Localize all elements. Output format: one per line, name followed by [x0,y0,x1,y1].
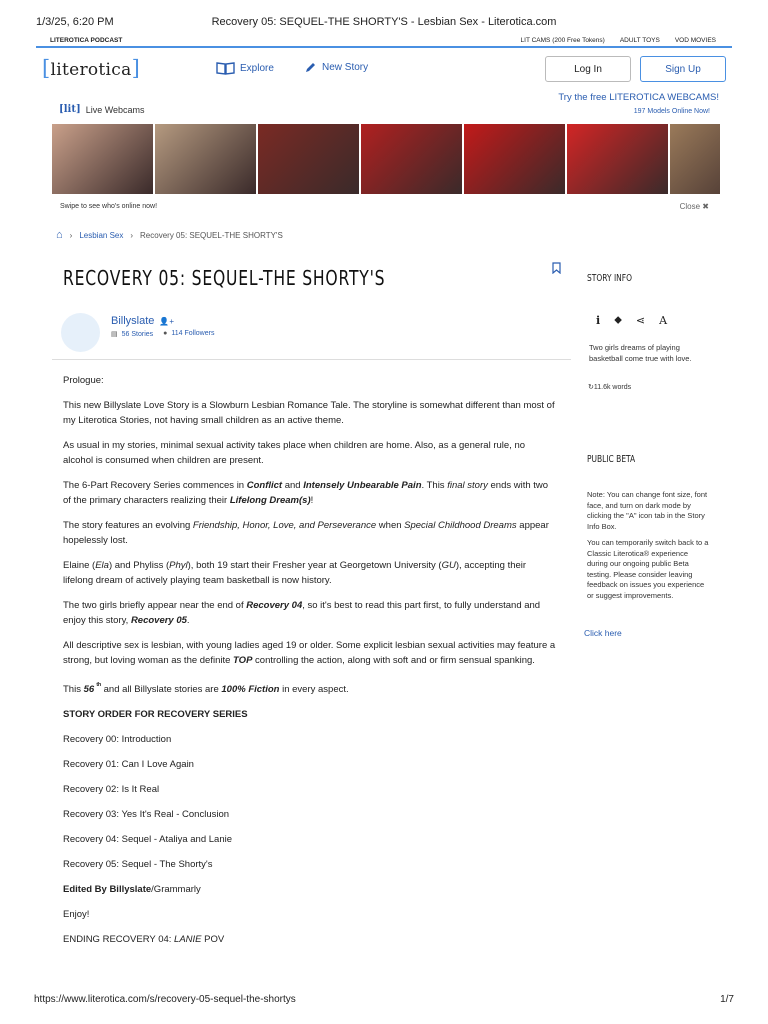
author-name-link[interactable]: Billyslate [111,315,155,327]
webcam-thumbnail[interactable] [155,124,256,194]
word-count: ↻11.6k words [588,384,632,391]
public-beta-heading: PUBLIC BETA [587,454,636,465]
paragraph: ENDING RECOVERY 04: LANIE POV [63,934,225,946]
beta-switch-text: You can temporarily switch back to a Classic Literotica® experience during our ongoing public Beta testing. Please consider leaving feedback on issues you experience or suggest improvements. [587,538,709,600]
book-small-icon: ▤ [111,331,118,338]
explore-link[interactable]: Explore [216,61,274,75]
story-title: RECOVERY 05: SEQUEL-THE SHORTY'S [63,266,386,290]
author-stories-link[interactable]: ▤ 56 Stories [111,331,154,338]
paragraph: The two girls briefly appear near the end of Recovery 04, so it's best to read this part first, to fully understand and enjoy this story, Recovery 05. [63,600,541,626]
book-icon [216,61,235,75]
order-heading: STORY ORDER FOR RECOVERY SERIES [63,709,248,721]
webcam-brand-label: Live Webcams [85,104,145,115]
breadcrumb [56,229,283,241]
swipe-hint: Swipe to see who's online now! [60,203,158,210]
paragraph: The story features an evolving Friendship, Honor, Love, and Perseverance when Special Childhood Dreams appear hopelessly lost. [63,520,549,546]
order-item: Recovery 04: Sequel - Ataliya and Lanie [63,834,232,846]
webcam-strip [52,92,720,214]
top-bar [36,35,732,48]
refresh-icon: ↻ [588,384,594,391]
chevron-right-icon: › [130,230,134,240]
font-settings-icon[interactable]: A [659,314,668,327]
webcam-brand [59,104,145,115]
avatar[interactable] [61,313,100,352]
author-name-row [111,315,174,327]
paragraph: Elaine (Ela) and Phyliss (Phyl), both 19 start their Fresher year at Georgetown University (GU), accepting their lifelong dream of actively playing team basketball is now history. [63,560,527,586]
paragraph: Prologue: [63,375,104,386]
close-icon: ✖ [702,202,709,211]
click-here-link[interactable]: Click here [584,628,622,638]
follow-user-icon[interactable]: 👤+ [159,316,175,326]
signup-button[interactable]: Sign Up [640,56,726,82]
order-item: Recovery 03: Yes It's Real - Conclusion [63,809,230,821]
webcam-thumbnails [52,124,720,194]
paragraph: The 6-Part Recovery Series commences in Conflict and Intensely Unbearable Pain. This final story ends with two of the primary characters realizing their Lifelong Dream(s)! [63,480,549,506]
webcam-thumbnail[interactable] [258,124,359,194]
story-info-heading: STORY INFO [587,273,632,284]
tags-icon[interactable]: ⬥ [614,314,622,326]
top-bar-links [521,37,716,44]
paragraph: Enjoy! [63,909,90,921]
webcam-thumbnail[interactable] [670,124,720,194]
paragraph: All descriptive sex is lesbian, with young ladies aged 19 or older. Some explicit lesbian sexual activities may feature a strong, but loving woman as the definite TOP controlling the action, along with soft and or firm sensual spanking. [63,640,556,666]
lit-badge: [lit] [59,104,81,115]
beta-note: Note: You can change font size, font face, and turn on dark mode by clicking the "A" icon tab in the Story Info Box. [587,490,708,531]
print-timestamp: 1/3/25, 6:20 PM [36,16,114,28]
person-icon: ● [163,330,168,337]
paragraph: This 56 $^{ᵗʰ}$ and all Billyslate stories are 100% Fiction in every aspect. [63,681,349,696]
close-webcams-button[interactable]: Close ✖ [679,202,709,211]
chevron-right-icon: › [69,230,73,240]
print-page-title: Recovery 05: SEQUEL-THE SHORTY'S - Lesbian Sex - Literotica.com [211,16,557,28]
breadcrumb-category[interactable]: Lesbian Sex [79,230,124,240]
paragraph: This new Billyslate Love Story is a Slowburn Lesbian Romance Tale. The storyline is somewhat different than most of my Literotica Stories, not having small children as an active theme. [63,400,555,426]
site-logo[interactable]: [literotica] [42,56,141,80]
webcam-cta-link[interactable]: Try the free LITEROTICA WEBCAMS! [558,92,719,103]
author-box [52,306,571,360]
home-icon[interactable]: ⌂ [56,229,63,241]
paragraph: As usual in my stories, minimal sexual activity takes place when children are home. Also, as a general rule, no alcohol is consumed when children are present. [63,440,526,466]
print-url: https://www.literotica.com/s/recovery-05-sequel-the-shortys [34,994,296,1005]
webcam-thumbnail[interactable] [52,124,153,194]
author-meta [111,330,214,338]
order-item: Recovery 05: Sequel - The Shorty's [63,859,213,871]
author-followers-link[interactable]: ● 114 Followers [163,330,215,337]
info-icon[interactable]: i [596,314,601,327]
story-description: Two girls dreams of playing basketball come true with love. [589,343,692,363]
breadcrumb-current: Recovery 05: SEQUEL-THE SHORTY'S [140,230,283,240]
new-story-link[interactable]: New Story [304,61,368,74]
edited-by: Edited By Billyslate/Grammarly [63,884,201,896]
webcam-thumbnail[interactable] [464,124,565,194]
main-nav [36,50,732,90]
print-header [0,16,768,30]
webcam-thumbnail[interactable] [567,124,668,194]
order-item: Recovery 02: Is It Real [63,784,160,796]
lit-cams-link[interactable]: LIT CAMS (200 Free Tokens) [520,37,605,44]
login-button[interactable]: Log In [545,56,631,82]
webcam-thumbnail[interactable] [361,124,462,194]
bookmark-icon[interactable] [552,262,561,274]
pencil-icon [304,61,317,74]
adult-toys-link[interactable]: ADULT TOYS [619,37,660,44]
story-body [63,373,557,957]
story-info-tabs [596,314,667,327]
podcast-link[interactable]: LITEROTICA PODCAST [50,37,123,44]
vod-movies-link[interactable]: VOD MOVIES [674,37,716,44]
order-item: Recovery 00: Introduction [63,734,172,746]
print-page-number: 1/7 [720,994,734,1005]
order-item: Recovery 01: Can I Love Again [63,759,194,771]
share-icon[interactable]: ⋖ [635,315,646,327]
models-online-count[interactable]: 197 Models Online Now! [633,108,710,115]
